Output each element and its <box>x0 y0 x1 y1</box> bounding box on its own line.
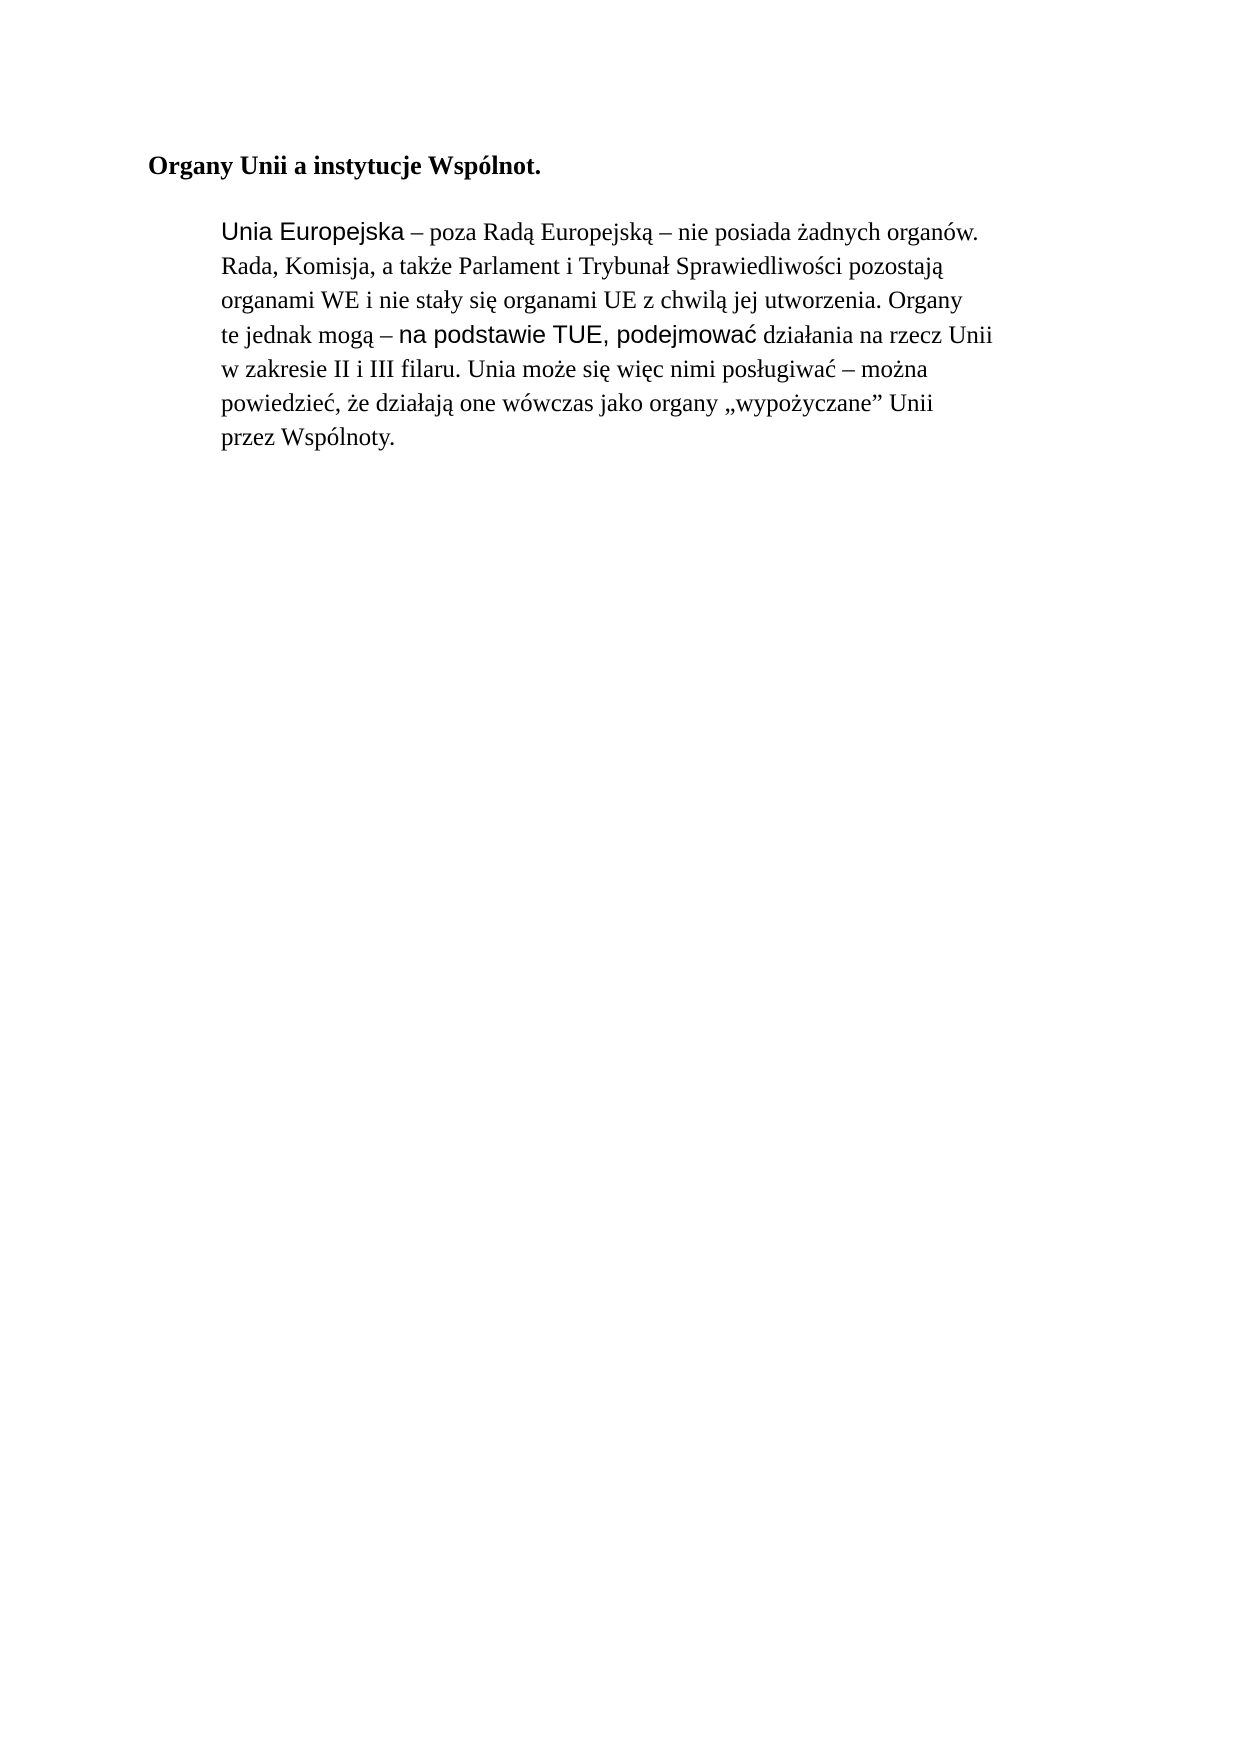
paragraph-line-5: w zakresie II i III filaru. Unia może się więc nimi posługiwać – można <box>221 356 928 383</box>
paragraph-line-7: przez Wspólnoty. <box>221 424 396 451</box>
document-title: Organy Unii a instytucje Wspólnot. <box>148 151 542 180</box>
paragraph-line-1 <box>221 215 1121 250</box>
line-text-prefix: te jednak mogą – <box>221 322 399 349</box>
paragraph-line-2: Rada, Komisja, a także Parlament i Trybunał Sprawiedliwości pozostają <box>221 253 944 280</box>
line-text: działania na rzecz Unii <box>756 322 993 349</box>
paragraph-line-6: powiedzieć, że działają one wówczas jako organy „wypożyczane” Unii <box>221 390 934 417</box>
paragraph-line-3: organami WE i nie stały się organami UE z chwilą jej utworzenia. Organy <box>221 287 963 314</box>
line-text: – poza Radą Europejską – nie posiada żadnych organów. <box>404 219 979 246</box>
paragraph-line-4 <box>221 318 1121 353</box>
highlight-unia-europejska: Unia Europejska <box>221 218 405 246</box>
highlight-na-podstawie-tue: na podstawie TUE, podejmować <box>398 321 757 349</box>
document-paragraph <box>221 215 1121 455</box>
